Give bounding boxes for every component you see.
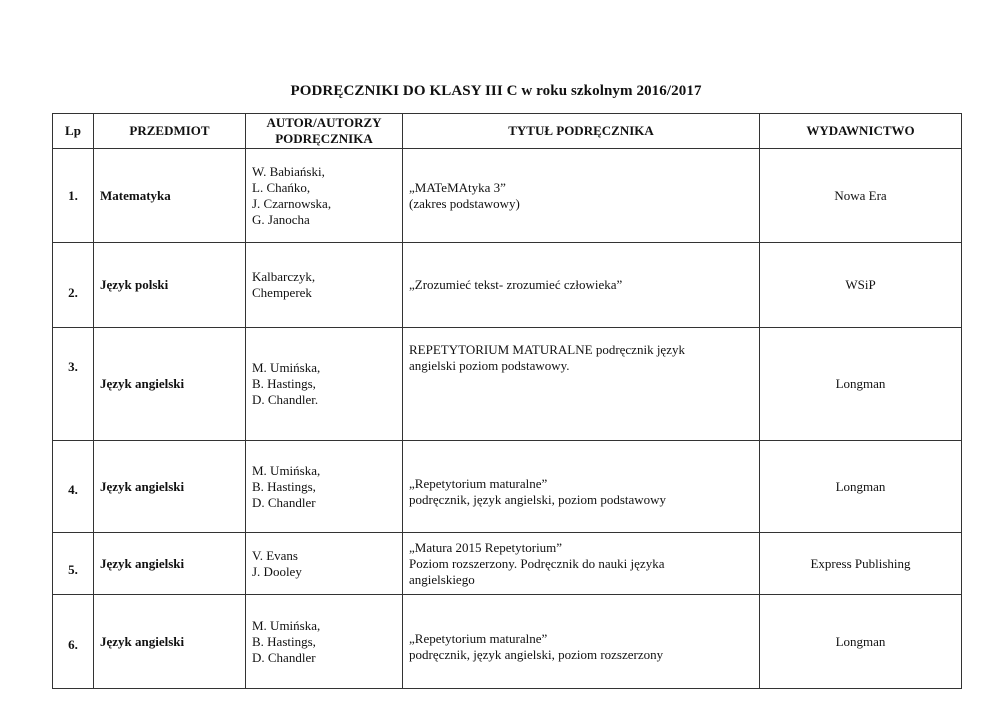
row-authors: [246, 243, 403, 328]
author-name: M. Umińska,: [252, 617, 321, 633]
row-authors: [246, 441, 403, 533]
table-header-row: [53, 114, 962, 149]
row-subject: Język angielski: [94, 441, 246, 533]
author-name: B. Hastings,: [252, 376, 316, 391]
row-title: [403, 533, 760, 595]
row-subject: Język angielski: [94, 595, 246, 689]
author-name: B. Hastings,: [252, 478, 316, 494]
row-number: 3.: [53, 328, 94, 441]
row-number: 6.: [53, 595, 94, 689]
author-name: Kalbarczyk,: [252, 269, 316, 284]
row-title: [403, 243, 760, 328]
title-line: „Repetytorium maturalne”: [409, 630, 548, 646]
row-number: 4.: [53, 441, 94, 533]
title-line: angielski poziom podstawowy.: [409, 358, 570, 373]
title-line: „Matura 2015 Repetytorium”: [409, 539, 563, 555]
row-title: [403, 441, 760, 533]
author-name: B. Hastings,: [252, 633, 316, 649]
row-title: [403, 328, 760, 441]
row-publisher: Express Publishing: [760, 533, 962, 595]
author-name: J. Czarnowska,: [252, 195, 332, 211]
row-number: 5.: [53, 533, 94, 595]
header-author-line2: PODRĘCZNIKA: [275, 131, 373, 146]
row-subject: Język angielski: [94, 533, 246, 595]
author-name: G. Janocha: [252, 211, 310, 227]
title-line: angielskiego: [409, 571, 475, 587]
page-title: PODRĘCZNIKI DO KLASY III C w roku szkolnym 2016/2017: [290, 83, 702, 99]
title-line: (zakres podstawowy): [409, 195, 520, 211]
row-publisher: Longman: [760, 441, 962, 533]
row-publisher: Longman: [760, 328, 962, 441]
row-authors: [246, 533, 403, 595]
title-line: podręcznik, język angielski, poziom podstawowy: [409, 491, 667, 507]
table-row: [53, 328, 962, 441]
row-subject: Język polski: [94, 243, 246, 328]
table-row: [53, 533, 962, 595]
author-name: M. Umińska,: [252, 360, 321, 375]
row-authors: [246, 595, 403, 689]
row-number: 1.: [53, 149, 94, 243]
row-subject: Język angielski: [94, 328, 246, 441]
row-subject: Matematyka: [94, 149, 246, 243]
author-name: D. Chandler: [252, 649, 316, 665]
title-line: „MATeMAtyka 3”: [409, 179, 506, 195]
header-author: [246, 114, 403, 149]
header-title: TYTUŁ PODRĘCZNIKA: [403, 114, 760, 149]
row-authors: [246, 149, 403, 243]
author-name: Chemperek: [252, 285, 312, 300]
header-author-line1: AUTOR/AUTORZY: [266, 115, 382, 130]
textbook-table: [52, 113, 962, 689]
row-publisher: Longman: [760, 595, 962, 689]
row-title: [403, 149, 760, 243]
title-line: REPETYTORIUM MATURALNE podręcznik język: [409, 342, 685, 357]
row-publisher: Nowa Era: [760, 149, 962, 243]
author-name: D. Chandler.: [252, 392, 319, 407]
author-name: V. Evans: [252, 547, 298, 563]
author-name: J. Dooley: [252, 563, 302, 579]
title-line: „Zrozumieć tekst- zrozumieć człowieka”: [409, 277, 623, 292]
row-publisher: WSiP: [760, 243, 962, 328]
title-line: „Repetytorium maturalne”: [409, 475, 548, 491]
table-row: [53, 243, 962, 328]
row-authors: [246, 328, 403, 441]
header-publisher: WYDAWNICTWO: [760, 114, 962, 149]
title-line: Poziom rozszerzony. Podręcznik do nauki języka: [409, 555, 665, 571]
row-number: 2.: [53, 243, 94, 328]
author-name: D. Chandler: [252, 494, 316, 510]
table-row: [53, 441, 962, 533]
table-row: [53, 149, 962, 243]
row-title: [403, 595, 760, 689]
author-name: W. Babiański,: [252, 163, 325, 179]
header-subject: PRZEDMIOT: [94, 114, 246, 149]
author-name: L. Chańko,: [252, 179, 311, 195]
author-name: M. Umińska,: [252, 462, 321, 478]
title-line: podręcznik, język angielski, poziom rozszerzony: [409, 646, 664, 662]
header-lp: Lp: [53, 114, 94, 149]
table-row: [53, 595, 962, 689]
